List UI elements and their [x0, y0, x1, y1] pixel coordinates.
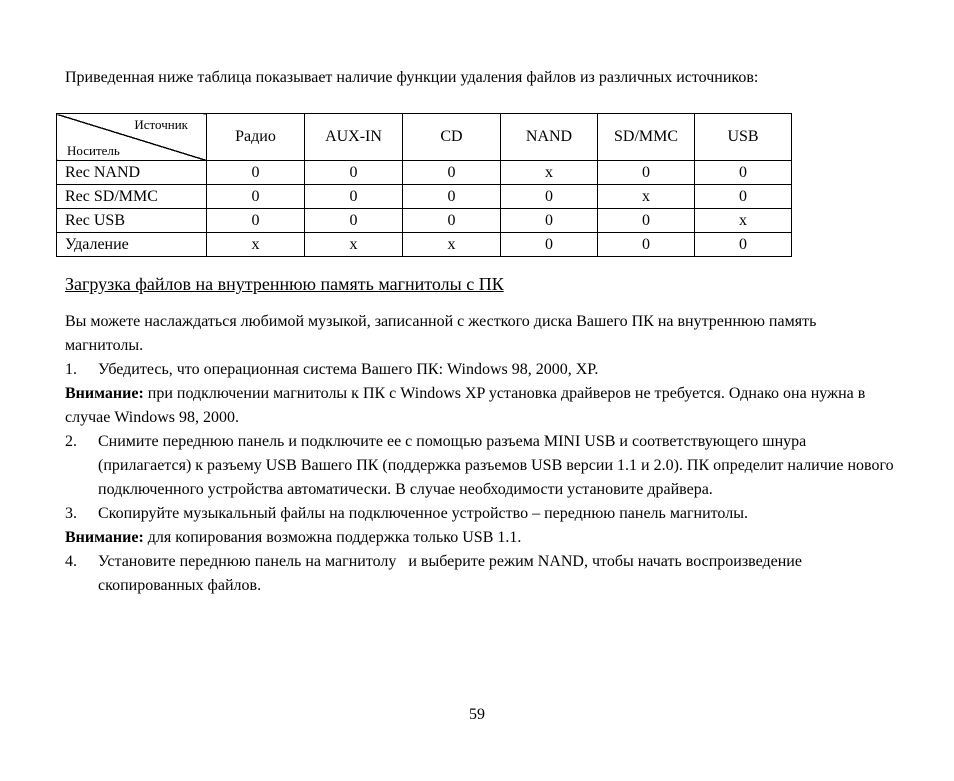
row-label: Удаление	[57, 233, 207, 257]
table-cell: 0	[305, 185, 403, 209]
intro-paragraph: Вы можете наслаждаться любимой музыкой, записанной с жесткого диска Вашего ПК на внутреннюю память магнитолы.	[65, 313, 817, 354]
table-cell: x	[403, 233, 501, 257]
table-row	[57, 233, 792, 257]
table-cell: 0	[403, 209, 501, 233]
intro-text: Приведенная ниже таблица показывает наличие функции удаления файлов из различных источников:	[65, 69, 759, 86]
instructions-body	[65, 310, 895, 598]
corner-source-label: Источник	[134, 117, 188, 132]
table-row	[57, 185, 792, 209]
row-label: Rec SD/MMC	[57, 185, 207, 209]
table-cell: 0	[501, 185, 598, 209]
step-text: Установите переднюю панель на магнитолу и выберите режим NAND, чтобы начать воспроизведение скопированных файлов.	[98, 553, 806, 594]
table-cell: 0	[305, 209, 403, 233]
step-text: Убедитесь, что операционная система Вашего ПК: Windows 98, 2000, XP.	[98, 361, 599, 378]
table-header-row	[57, 114, 792, 161]
column-header: NAND	[501, 114, 598, 161]
table-cell: x	[501, 161, 598, 185]
table-cell: 0	[598, 209, 695, 233]
column-header: SD/MMC	[598, 114, 695, 161]
step-item	[65, 430, 895, 502]
table-cell: 0	[207, 209, 305, 233]
step-text: Снимите переднюю панель и подключите ее с помощью разъема MINI USB и соответствующего шнура (прилагается) к разъему USB Вашего ПК (поддержка разъемов USB версии 1.1 и 2.0). ПК определит наличие нового подключенного устройства автоматически. В случае необходимости установите драйвера.	[98, 433, 894, 498]
column-header: USB	[695, 114, 792, 161]
note-label: Внимание:	[65, 385, 144, 402]
note-text: для копирования возможна поддержка только USB 1.1.	[143, 529, 522, 546]
column-header: AUX-IN	[305, 114, 403, 161]
table-corner-header	[57, 114, 207, 161]
row-label: Rec USB	[57, 209, 207, 233]
deletion-availability-table	[56, 113, 792, 257]
note-label: Внимание:	[65, 529, 144, 546]
table-cell: x	[695, 209, 792, 233]
column-header: Радио	[207, 114, 305, 161]
step-item	[65, 358, 895, 382]
step-number: 1.	[65, 361, 77, 378]
step-item	[65, 550, 895, 598]
corner-medium-label: Носитель	[67, 143, 120, 158]
table-cell: x	[598, 185, 695, 209]
table-cell: 0	[695, 161, 792, 185]
step-number: 4.	[65, 553, 77, 570]
table-cell: x	[207, 233, 305, 257]
step-text: Скопируйте музыкальный файлы на подключенное устройство – переднюю панель магнитолы.	[98, 505, 748, 522]
table-cell: 0	[598, 233, 695, 257]
table-cell: x	[305, 233, 403, 257]
table-cell: 0	[207, 185, 305, 209]
table-row	[57, 209, 792, 233]
note-text: при подключении магнитолы к ПК с Windows XP установка драйверов не требуется. Однако она нужна в случае Windows 98, 2000.	[65, 385, 866, 426]
table-cell: 0	[598, 161, 695, 185]
table-cell: 0	[403, 185, 501, 209]
row-label: Rec NAND	[57, 161, 207, 185]
page-number: 59	[469, 706, 485, 723]
table-cell: 0	[501, 209, 598, 233]
column-header: CD	[403, 114, 501, 161]
section-title: Загрузка файлов на внутреннюю память магнитолы с ПК	[65, 274, 504, 294]
note-paragraph	[65, 526, 895, 550]
table-cell: 0	[403, 161, 501, 185]
step-number: 3.	[65, 505, 77, 522]
table-row	[57, 161, 792, 185]
table-cell: 0	[695, 185, 792, 209]
note-paragraph	[65, 382, 895, 430]
table-cell: 0	[305, 161, 403, 185]
table-cell: 0	[207, 161, 305, 185]
table-cell: 0	[501, 233, 598, 257]
step-item	[65, 502, 895, 526]
step-number: 2.	[65, 433, 77, 450]
table-cell: 0	[695, 233, 792, 257]
